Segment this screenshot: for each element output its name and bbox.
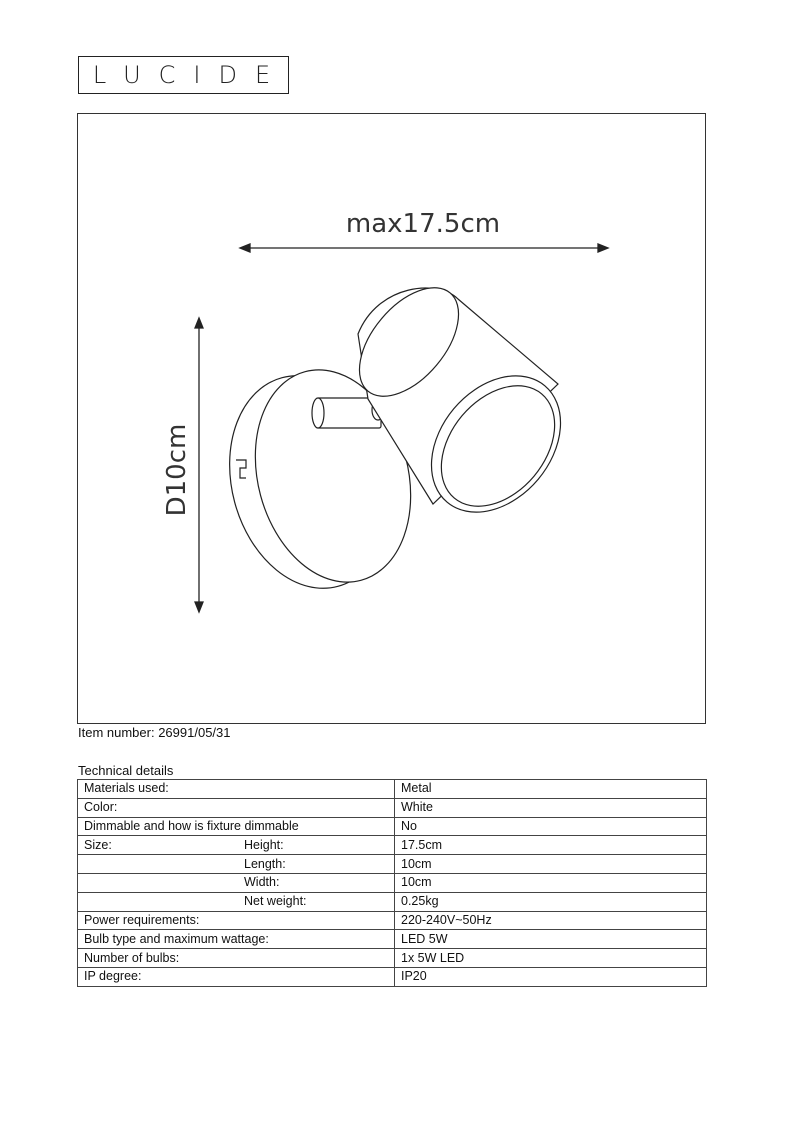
spec-label-cell (78, 817, 395, 836)
spec-sublabel: Length: (244, 856, 286, 871)
spec-row (78, 930, 707, 949)
spec-label: Size: (84, 837, 112, 852)
spec-label: IP degree: (84, 969, 142, 984)
spec-label: Materials used: (84, 781, 169, 796)
item-number: Item number: 26991/05/31 (78, 725, 231, 740)
spec-row (78, 855, 707, 874)
spec-value: Metal (395, 780, 707, 799)
spec-label-wrap (84, 950, 394, 967)
spec-label-wrap (84, 837, 394, 854)
spec-label-cell (78, 855, 395, 874)
spec-value: 10cm (395, 855, 707, 874)
spec-value: 17.5cm (395, 836, 707, 855)
spec-label-cell (78, 911, 395, 930)
spec-row (78, 780, 707, 799)
width-dimension-arrow (240, 244, 608, 252)
spec-value: 10cm (395, 873, 707, 892)
spec-value: 0.25kg (395, 892, 707, 911)
spec-label-wrap (84, 856, 394, 873)
brand-logo (78, 56, 289, 94)
spec-label-cell (78, 873, 395, 892)
spec-row (78, 817, 707, 836)
technical-details-title: Technical details (78, 763, 174, 778)
spec-row (78, 949, 707, 968)
spec-label: Color: (84, 800, 118, 815)
spec-label-wrap (84, 968, 394, 985)
spec-label-cell (78, 780, 395, 799)
spec-label-wrap (84, 780, 394, 797)
spec-row (78, 798, 707, 817)
spec-label: Bulb type and maximum wattage: (84, 931, 269, 946)
spec-label-wrap (84, 874, 394, 891)
lamp-diagram (78, 114, 707, 725)
spec-label-cell (78, 836, 395, 855)
spec-sublabel: Net weight: (244, 894, 307, 909)
product-drawing (77, 113, 706, 724)
spec-label: Dimmable and how is fixture dimmable (84, 818, 299, 833)
technical-details-table (77, 779, 707, 987)
spec-row (78, 911, 707, 930)
spec-label-wrap (84, 818, 394, 835)
spec-row (78, 836, 707, 855)
spec-row (78, 892, 707, 911)
spec-value: 220-240V~50Hz (395, 911, 707, 930)
spec-row (78, 967, 707, 986)
spec-label: Number of bulbs: (84, 950, 180, 965)
spec-sublabel: Width: (244, 875, 280, 890)
spec-value: LED 5W (395, 930, 707, 949)
diameter-dimension-arrow (195, 318, 203, 612)
spec-label-wrap (84, 912, 394, 929)
spec-value: White (395, 798, 707, 817)
diameter-label: D10cm (162, 423, 192, 517)
spec-label-wrap (84, 893, 394, 910)
spec-label-cell (78, 892, 395, 911)
spec-sublabel: Height: (244, 837, 284, 852)
spec-label: Power requirements: (84, 912, 200, 927)
width-label: max17.5cm (345, 209, 501, 239)
spec-row (78, 873, 707, 892)
spec-value: IP20 (395, 967, 707, 986)
brand-logo-text: LUCIDE (92, 61, 289, 89)
spec-label-cell (78, 949, 395, 968)
spec-label-cell (78, 930, 395, 949)
spec-value: No (395, 817, 707, 836)
spec-label-cell (78, 798, 395, 817)
spec-label-cell (78, 967, 395, 986)
spec-value: 1x 5W LED (395, 949, 707, 968)
spec-label-wrap (84, 799, 394, 816)
spec-label-wrap (84, 931, 394, 948)
